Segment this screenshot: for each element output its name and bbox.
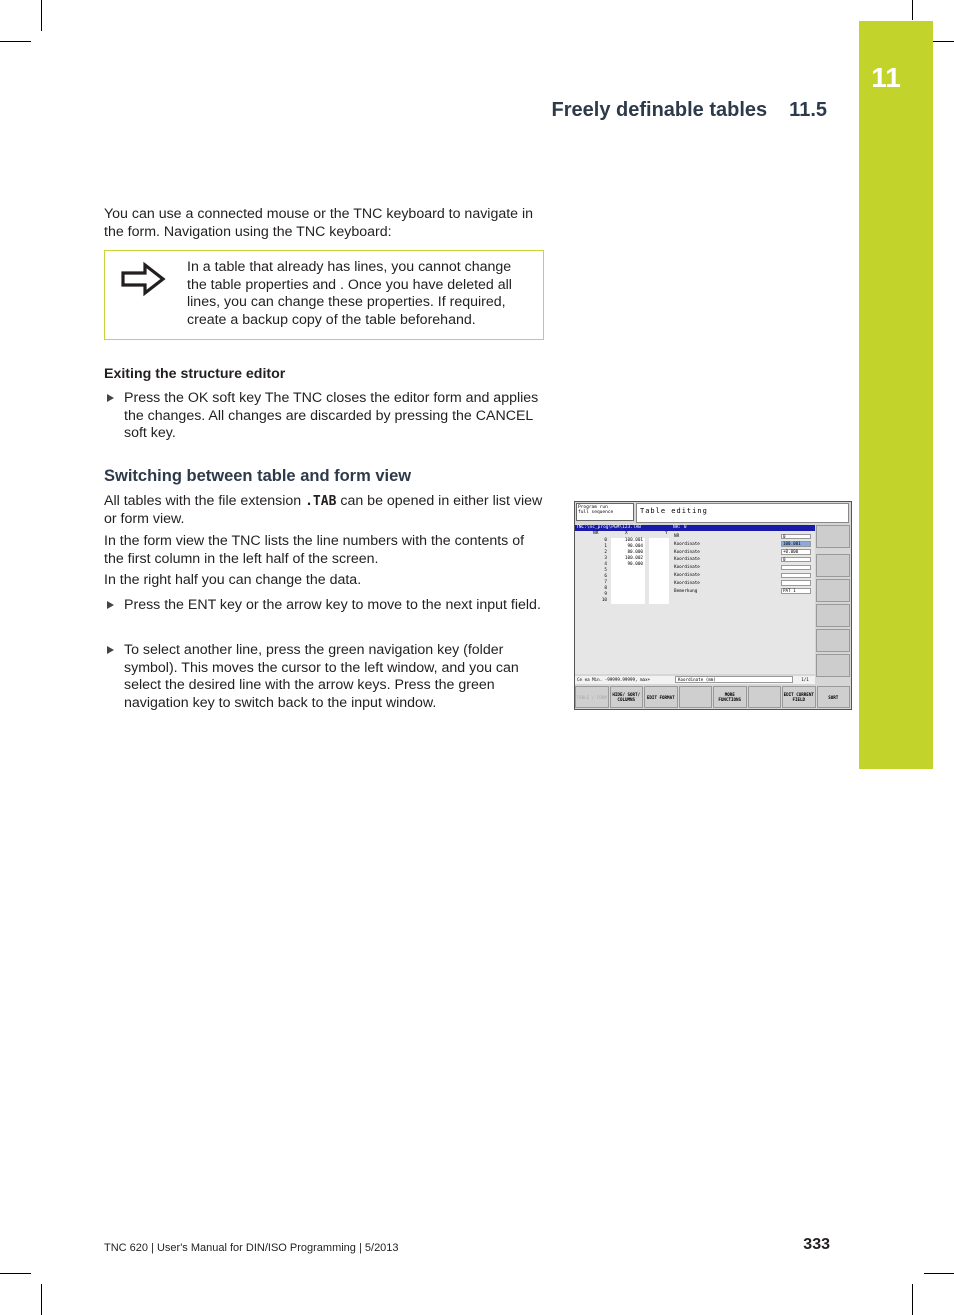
table-row[interactable] [575,580,671,586]
row-number: 3 [604,556,607,561]
note-box [104,250,544,340]
field-label: Koordinate [674,557,700,563]
form-field[interactable] [674,533,812,540]
mode-line: full sequence [578,510,614,515]
row-value [611,598,645,604]
intro-paragraph: You can use a connected mouse or the TNC keyboard to navigate in the form. Navigation using the TNC keyboard: [104,206,534,240]
mode-line: Program run [578,505,608,510]
list-item-text: Press the ENT key or the arrow key to move to the next input field. [124,597,541,613]
crop-mark [933,41,954,42]
row-number: 5 [604,568,607,573]
column-header: Y [665,531,668,536]
field-label: Bemerkung [674,588,698,594]
bullet-triangle-icon [107,646,114,654]
row-value: 100.002 [611,556,645,562]
field-value[interactable]: 100.001 [781,541,811,547]
file-path: TNC:\nc_prog\PGM\123.TAB [575,525,671,531]
field-label: NR [674,534,680,539]
softkey[interactable] [748,686,782,708]
arrow-right-icon [121,261,167,297]
table-row[interactable] [575,568,671,574]
row-value [611,580,645,586]
field-value[interactable] [781,565,811,571]
row-number: 7 [604,580,607,585]
row-value: 80.000 [611,550,645,556]
row-value [611,586,645,592]
mode-indicator [576,503,634,521]
form-field[interactable] [674,588,812,595]
side-softkey[interactable] [816,604,850,627]
row-cell [649,592,669,598]
row-cell [649,574,669,580]
list-item-text: Press the OK soft key The TNC closes the editor form and applies the changes. All changes are discarded by pressing the CANCEL soft key. [124,390,539,441]
table-row[interactable] [575,586,671,592]
row-value: 90.004 [611,544,645,550]
row-cell [649,586,669,592]
bullet-triangle-icon [107,601,114,609]
row-number: 9 [604,592,607,597]
field-value[interactable] [781,580,811,586]
row-number: 6 [604,574,607,579]
softkey[interactable]: EDIT FORMAT [644,686,678,708]
row-number: 1 [604,544,607,549]
crop-mark [0,1273,31,1274]
softkey[interactable]: EDIT CURRENT FIELD [782,686,816,708]
row-cell [649,556,669,562]
column-header: NR [593,531,599,536]
softkey[interactable]: MORE FUNCTIONS [713,686,747,708]
side-softkey[interactable] [816,654,850,677]
row-number: 0 [604,538,607,543]
row-number: 8 [604,586,607,591]
form-field[interactable] [674,549,812,556]
list-column-headers [575,531,671,537]
header-title: Freely definable tables [551,99,768,121]
softkey[interactable]: SORT [817,686,851,708]
row-value [611,592,645,598]
form-field[interactable] [674,580,812,587]
softkey[interactable]: HIDE/ SORT/ COLUMNS [610,686,644,708]
input-range: Ce ea Min. -99999.99999, max+ [577,677,651,682]
row-cell [649,538,669,544]
table-row[interactable] [575,550,671,556]
section-heading: Switching between table and form view [104,467,412,485]
chapter-tab [859,21,933,769]
field-label: Koordinate [674,541,700,547]
table-row[interactable] [575,556,671,562]
crop-mark [41,1284,42,1315]
row-cell [649,580,669,586]
field-label: Koordinate [674,549,700,555]
text-span: All tables with the file extension [104,493,306,509]
exiting-heading: Exiting the structure editor [104,366,286,382]
crop-mark [912,0,913,20]
status-bar [575,676,815,684]
page-number: 333 [803,1236,830,1253]
header-section: 11.5 [789,99,827,121]
field-label: Koordinate [674,580,700,586]
side-softkey[interactable] [816,629,850,652]
switching-paragraph-1 [104,493,544,528]
row-value [611,568,645,574]
row-number: 2 [604,550,607,555]
row-cell [649,568,669,574]
chapter-number: 11 [871,62,901,93]
softkey[interactable] [679,686,713,708]
form-field[interactable] [674,564,812,571]
softkey[interactable]: TABLE / FORM [575,686,609,708]
running-header [552,99,827,122]
crop-mark [41,0,42,31]
table-row[interactable] [575,574,671,580]
table-row[interactable] [575,562,671,568]
field-label: Koordinate [674,573,700,578]
table-row[interactable] [575,598,671,604]
row-cell [649,544,669,550]
side-softkey[interactable] [816,554,850,577]
screen-title: Table editing [636,503,849,523]
field-value[interactable] [781,573,811,579]
row-cell [649,562,669,568]
crop-mark [912,1284,913,1315]
form-field[interactable] [674,572,812,579]
file-extension: .TAB [305,494,337,509]
text-span: can be opened in either list view or form view. [104,493,543,527]
footer-text: TNC 620 | User's Manual for DIN/ISO Programming | 5/2013 [104,1242,399,1254]
row-number: 4 [604,562,607,567]
form-field[interactable] [674,541,812,548]
row-value [611,574,645,580]
field-value[interactable]: 0 [781,534,811,540]
field-value[interactable]: PAT 1 [781,588,811,594]
field-value[interactable]: 0 [781,557,811,563]
table-row[interactable] [575,538,671,544]
list-pane[interactable] [575,531,671,674]
field-label: Koordinate [674,565,700,571]
tnc-screenshot [574,501,852,710]
row-number: 10 [601,598,607,603]
table-row[interactable] [575,592,671,598]
bullet-triangle-icon [107,394,114,402]
form-record-header: NR: 0 [671,525,815,531]
row-cell [649,598,669,604]
column-header: X [625,531,628,536]
page-indicator: 1/1 [801,677,809,682]
form-field[interactable] [674,556,812,563]
row-value: 90.000 [611,562,645,568]
crop-mark [0,41,31,42]
field-value[interactable]: +0.000 [781,549,811,555]
row-value: 100.001 [611,538,645,544]
side-softkey[interactable] [816,525,850,548]
list-item-text: To select another line, press the green navigation key (folder symbol). This moves the cursor to the left window, and you can select the desired line with the arrow keys. Press the green navigation key to switch back to the input window. [124,642,519,711]
switching-paragraph-2: In the form view the TNC lists the line numbers with the contents of the first column in the left half of the screen. [104,533,525,567]
current-field-name: Koordinate (mm) [675,676,793,683]
table-row[interactable] [575,544,671,550]
softkey-row [575,686,851,709]
row-cell [649,550,669,556]
switching-paragraph-3: In the right half you can change the data. [104,572,362,588]
crop-mark [924,1273,954,1274]
note-text: In a table that already has lines, you cannot change the table properties and . Once you have deleted all lines, you can change these properties. If required, create a backup copy of the table beforehand. [187,259,512,328]
form-pane [671,531,815,674]
side-softkey[interactable] [816,579,850,602]
